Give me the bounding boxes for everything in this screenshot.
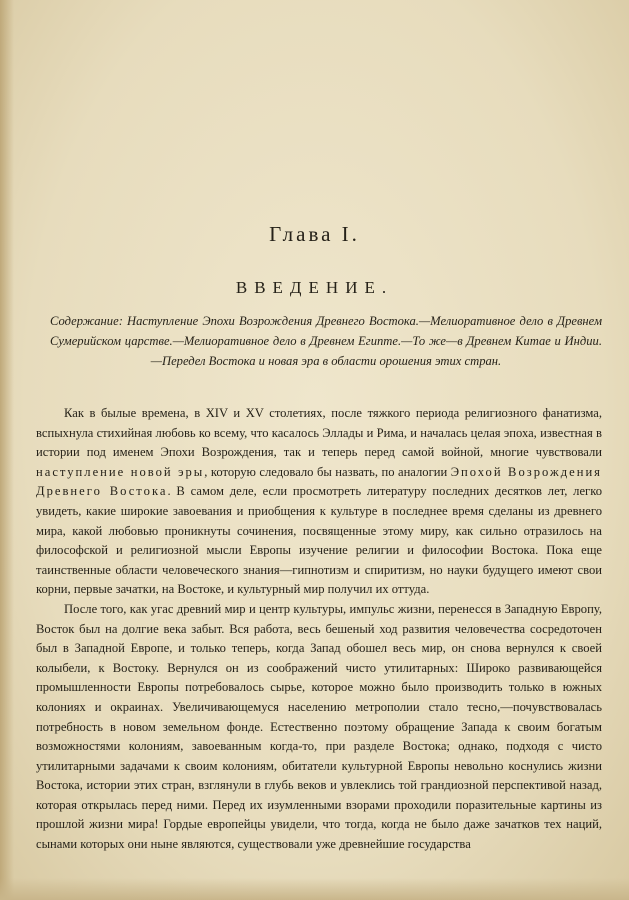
body-text	[36, 404, 602, 855]
section-title: ВВЕДЕНИЕ.	[235, 278, 394, 297]
chapter-title: Глава I.	[269, 222, 360, 246]
spaced-phrase-new-era: наступление новой эры	[36, 464, 205, 479]
paragraph-1	[36, 404, 602, 600]
page-bottom-shadow	[0, 878, 629, 900]
paragraph-1-text-b: , которую следовало бы назвать, по аналогии	[204, 464, 451, 479]
spaced-phrase-renaissance: Эпохой Возрождения Древнего Востока	[36, 464, 602, 499]
page-edge-shadow	[0, 0, 14, 900]
paragraph-1-text-a: Как в былые времена, в XIV и XV столетиях, после тяжкого периода религиозного фанатизма, вспыхнула стихийная любовь ко всему, что касалось Эллады и Рима, и началась целая эпоха, известная в истории под именем Эпохи Возрождения, так и теперь перед самой войной, многие чувствовали	[36, 406, 602, 460]
chapter-contents-summary: Содержание: Наступление Эпохи Возрождения Древнего Востока.—Мелиоративное дело в Древнем Сумерийском царстве.—Мелиоративное дело в Древнем Египте.—То же—в Древнем Китае и Индии.—Передел Востока и новая эра в области орошения этих стран.	[50, 314, 602, 368]
paragraph-1-text-c: . В самом деле, если просмотреть литературу последних десятков лет, легко увидеть, какие широкие завоевания и приобщения к культуре в последнее время сделаны из древнего мира, какой любовью проникнуты сочинения, посвященные этому миру, как сильно отразилось на философской и религиозной мысли Европы изучение религии и философии Востока. Пока еще таинственные области человеческого знания—гипнотизм и спиритизм, но науки будущего имеют свои корни, первые зачатки, на Востоке, и культурный мир получил их оттуда.	[36, 484, 602, 597]
paragraph-2: После того, как угас древний мир и центр культуры, импульс жизни, перенесся в Западную Европу, Восток был на долгие века забыт. Вся работа, весь бешеный ход развития человечества сосредоточен был в Западной Европе, и только теперь, когда Запад обошел весь мир, он снова вернулся к своей колыбели, к Востоку. Вернулся он из соображений чисто утилитарных: Широко развивающейся промышленности Европы потребовалось сырье, которое можно было производить только в южных колониях и окраинах. Увеличивающемуся населению метрополии стало тесно,—почувствовалась потребность в новом земельном фонде. Естественно поэтому обращение Запада к своим богатым возможностями колониям, завоеванным когда-то, при разделе Востока; однако, подходя с чисто утилитарными задачами к своим колониям, обитатели культурной Европы невольно коснулись жизни Востока, истории этих стран, взглянули в глубь веков и увлеклись той грандиозной перспективой назад, которая открылась перед ними. Перед их изумленными взорами проходили поразительные картины из прошлой жизни мира! Гордые европейцы увидели, что тогда, когда не было даже зачатков тех наций, сынами которых они ныне являются, существовали уже древнейшие государства	[36, 601, 602, 852]
